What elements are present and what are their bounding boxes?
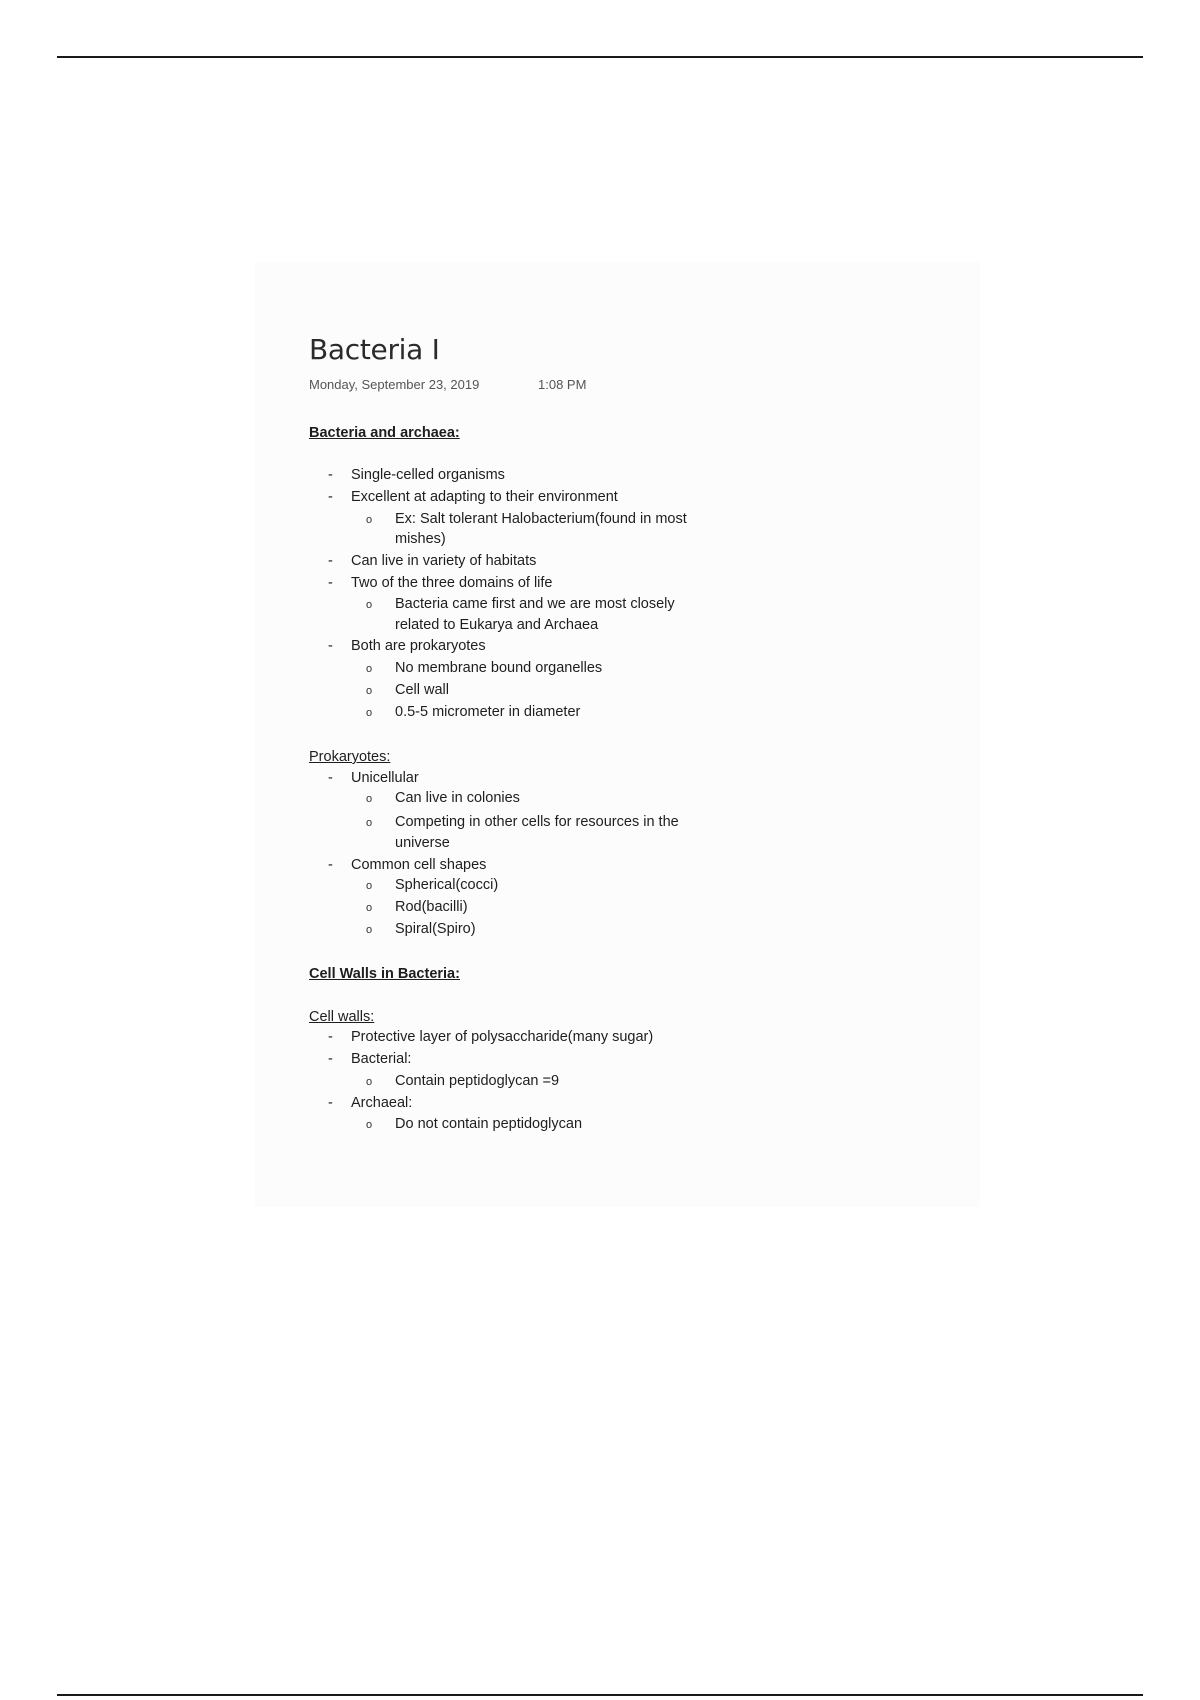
sub-list-item <box>366 659 602 678</box>
sub-list-item <box>366 920 476 939</box>
list-item-text: Spherical(cocci) <box>395 877 499 893</box>
sub-list-item <box>366 876 498 895</box>
note-time: 1:08 PM <box>538 377 587 392</box>
sub-list-item <box>366 595 675 614</box>
list-item-text: Cell wall <box>395 682 449 698</box>
list-item-text: Two of the three domains of life <box>351 575 553 591</box>
list-item <box>328 769 419 787</box>
circle-bullet: o <box>366 924 373 936</box>
list-item <box>328 488 618 506</box>
list-item-text: Do not contain peptidoglycan <box>395 1116 583 1132</box>
list-item-text: Common cell shapes <box>351 857 487 873</box>
note-title: Bacteria I <box>309 333 440 366</box>
list-item <box>328 1028 653 1046</box>
circle-bullet: o <box>366 1119 373 1131</box>
dash-bullet: - <box>328 575 333 591</box>
section-heading: Prokaryotes: <box>309 749 391 765</box>
dash-bullet: - <box>328 770 333 786</box>
dash-bullet: - <box>328 553 333 569</box>
dash-bullet: - <box>328 1095 333 1111</box>
list-item-continuation: related to Eukarya and Archaea <box>395 617 599 633</box>
dash-bullet: - <box>328 857 333 873</box>
circle-bullet: o <box>366 1076 373 1088</box>
list-item-text: Ex: Salt tolerant Halobacterium(found in most <box>395 511 687 527</box>
dash-bullet: - <box>328 1051 333 1067</box>
circle-bullet: o <box>366 880 373 892</box>
sub-list-item <box>366 510 687 529</box>
sub-list-item <box>366 789 520 808</box>
list-item-text: Bacterial: <box>351 1051 412 1067</box>
dash-bullet: - <box>328 1029 333 1045</box>
bottom-rule <box>57 1694 1143 1696</box>
list-item-text: Bacteria came first and we are most closely <box>395 596 675 612</box>
list-item-text: Competing in other cells for resources in the <box>395 814 679 830</box>
circle-bullet: o <box>366 599 373 611</box>
list-item-text: Excellent at adapting to their environment <box>351 489 618 505</box>
list-item-text: Unicellular <box>351 770 419 786</box>
list-item-text: Rod(bacilli) <box>395 899 468 915</box>
list-item <box>328 552 536 570</box>
list-item-text: Single-celled organisms <box>351 467 505 483</box>
list-item-text: Can live in colonies <box>395 790 520 806</box>
circle-bullet: o <box>366 663 373 675</box>
dash-bullet: - <box>328 638 333 654</box>
dash-bullet: - <box>328 467 333 483</box>
circle-bullet: o <box>366 793 373 805</box>
list-item-continuation: universe <box>395 835 450 851</box>
list-item-text: Spiral(Spiro) <box>395 921 476 937</box>
list-item-text: Can live in variety of habitats <box>351 553 537 569</box>
list-item-text: 0.5-5 micrometer in diameter <box>395 704 581 720</box>
list-item-text: Protective layer of polysaccharide(many sugar) <box>351 1029 654 1045</box>
dash-bullet: - <box>328 489 333 505</box>
section-heading: Bacteria and archaea: <box>309 425 460 441</box>
list-item <box>328 637 486 655</box>
circle-bullet: o <box>366 817 373 829</box>
list-item-text: Contain peptidoglycan =9 <box>395 1073 560 1089</box>
circle-bullet: o <box>366 707 373 719</box>
list-item-continuation: mishes) <box>395 531 446 547</box>
sub-list-item <box>366 681 449 700</box>
list-item <box>328 574 553 592</box>
sub-list-item <box>366 1115 582 1134</box>
circle-bullet: o <box>366 902 373 914</box>
list-item <box>328 856 486 874</box>
top-rule <box>57 56 1143 58</box>
circle-bullet: o <box>366 685 373 697</box>
sub-list-item <box>366 898 468 917</box>
list-item-text: No membrane bound organelles <box>395 660 603 676</box>
list-item-text: Archaeal: <box>351 1095 413 1111</box>
section-heading: Cell walls: <box>309 1009 375 1025</box>
list-item <box>328 1094 412 1112</box>
list-item <box>328 466 505 484</box>
note-date: Monday, September 23, 2019 <box>309 377 480 392</box>
sub-list-item <box>366 703 580 722</box>
list-item <box>328 1050 411 1068</box>
list-item-text: Both are prokaryotes <box>351 638 486 654</box>
circle-bullet: o <box>366 514 373 526</box>
sub-list-item <box>366 1072 559 1091</box>
sub-list-item <box>366 813 679 832</box>
section-heading: Cell Walls in Bacteria: <box>309 966 460 982</box>
